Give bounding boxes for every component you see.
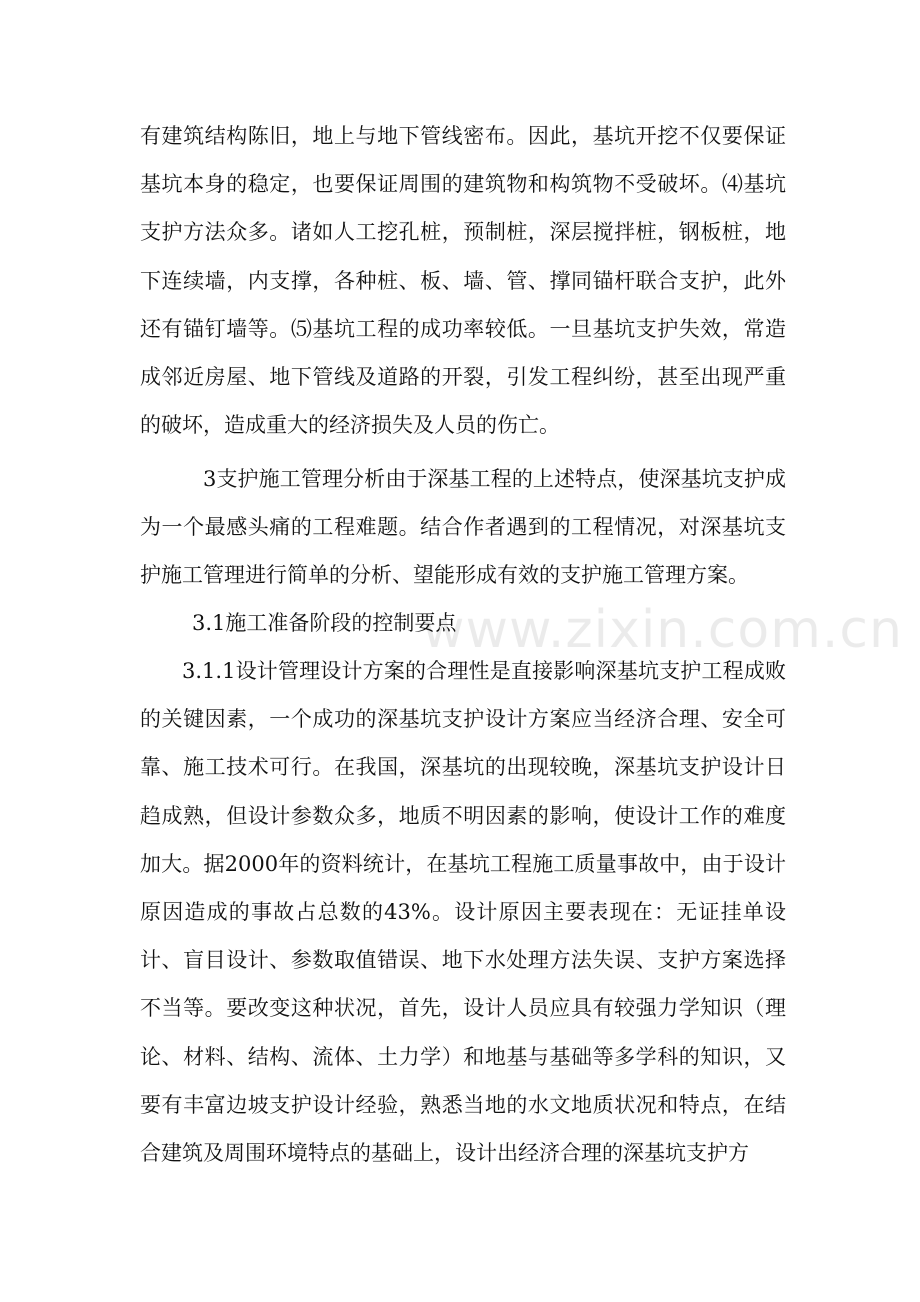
body-paragraph: 3支护施工管理分析由于深基工程的上述特点，使深基坑支护成为一个最感头痛的工程难题。结合作者遇到的工程情况，对深基坑支护施工管理进行简单的分析、望能形成有效的支护施工管理方案。	[140, 467, 786, 588]
section-heading: 3.1施工准备阶段的控制要点	[192, 611, 457, 635]
watermark: www.zixin.com.cn	[422, 600, 903, 660]
body-paragraph: 3.1.1设计管理设计方案的合理性是直接影响深基坑支护工程成败的关键因素，一个成功的深基坑支护设计方案应当经济合理、安全可靠、施工技术可行。在我国，深基坑的出现较晚，深基坑支护设计日趋成熟，但设计参数众多，地质不明因素的影响，使设计工作的难度加大。据2000年的资料统计，在基坑工程施工质量事故中，由于设计原因造成的事故占总数的43%。设计原因主要表现在：无证挂单设计、盲目设计、参数取值错误、地下水处理方法失误、支护方案选择不当等。要改变这种状况，首先，设计人员应具有较强力学知识（理论、材料、结构、流体、土力学）和地基与基础等多学科的知识，又要有丰富边坡支护设计经验，熟悉当地的水文地质状况和特点，在结合建筑及周围环境特点的基础上，设计出经济合理的深基坑支护方	[140, 659, 786, 1166]
body-paragraph: 有建筑结构陈旧，地上与地下管线密布。因此，基坑开挖不仅要保证基坑本身的稳定，也要保证周围的建筑物和构筑物不受破坏。⑷基坑支护方法众多。诸如人工挖孔桩，预制桩，深层搅拌桩，钢板桩，地下连续墙，内支撑，各种桩、板、墙、管、撑同锚杆联合支护，此外还有锚钉墙等。⑸基坑工程的成功率较低。一旦基坑支护失效，常造成邻近房屋、地下管线及道路的开裂，引发工程纠纷，甚至出现严重的破坏，造成重大的经济损失及人员的伤亡。	[140, 124, 786, 438]
